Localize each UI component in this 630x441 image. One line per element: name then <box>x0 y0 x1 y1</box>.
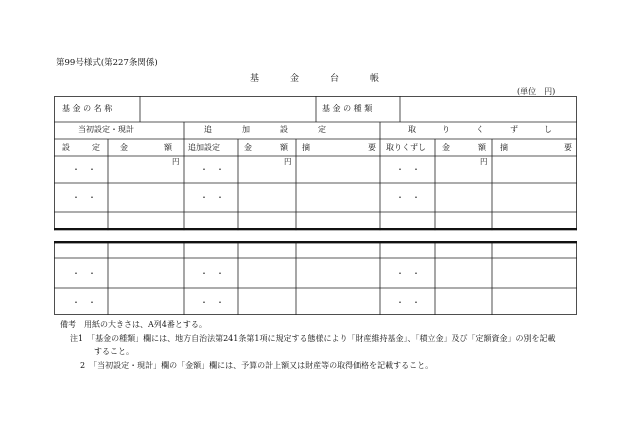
date-mark: ・ ・ <box>200 298 224 307</box>
currency-mark: 円 <box>172 157 180 166</box>
fund-name-label: 基 金 の 名 称 <box>62 104 113 113</box>
date-mark: ・ ・ <box>200 165 224 174</box>
ledger-title <box>250 71 382 84</box>
date-mark: ・ ・ <box>200 193 224 202</box>
note-1-line-1: 注1 「基金の種類」欄には、地方自治法第241条第1項に規定する態様により「財産維持基金」、「積立金」及び「定額資金」の別を記載 <box>70 334 556 343</box>
note-2: 2 「当初設定・現計」欄の「金額」欄には、予算の計上額又は財産等の取得価格を記載すること。 <box>80 361 434 370</box>
date-mark: ・ ・ <box>72 269 96 278</box>
col-withdraw-summary: 摘 要 <box>500 143 572 152</box>
title-char: 金 <box>290 74 300 84</box>
date-mark: ・ ・ <box>72 193 96 202</box>
remark-note: 備考 用紙の大きさは、A列4番とする。 <box>60 320 207 329</box>
date-mark: ・ ・ <box>396 298 420 307</box>
form-number: 第99号様式(第227条関係) <box>56 58 158 68</box>
date-mark: ・ ・ <box>72 165 96 174</box>
col-withdraw-amount: 金 額 <box>442 143 486 152</box>
col-withdraw: 取りくずし <box>386 143 426 152</box>
date-mark: ・ ・ <box>396 269 420 278</box>
date-mark: ・ ・ <box>72 298 96 307</box>
currency-mark: 円 <box>284 157 292 166</box>
title-char: 基 <box>250 74 260 84</box>
date-mark: ・ ・ <box>396 165 420 174</box>
group-header-additional: 追 加 設 定 <box>204 125 326 134</box>
group-header-withdrawal: 取 り く ず し <box>408 125 552 134</box>
title-char: 台 <box>330 74 340 84</box>
title-char: 帳 <box>370 74 380 84</box>
group-header-initial: 当初設定・現計 <box>78 125 134 134</box>
col-add-setting: 追加設定 <box>188 143 220 152</box>
unit-note: (単位 円) <box>517 87 556 96</box>
note-1-line-2: すること。 <box>94 347 134 356</box>
date-mark: ・ ・ <box>200 269 224 278</box>
currency-mark: 円 <box>480 157 488 166</box>
fund-type-label: 基 金 の 種 類 <box>322 104 373 113</box>
col-add-summary: 摘 要 <box>302 143 376 152</box>
col-setting: 設 定 <box>62 143 100 152</box>
col-add-amount: 金 額 <box>244 143 288 152</box>
col-amount: 金 額 <box>120 143 172 152</box>
fund-ledger-table <box>54 96 577 315</box>
date-mark: ・ ・ <box>396 193 420 202</box>
